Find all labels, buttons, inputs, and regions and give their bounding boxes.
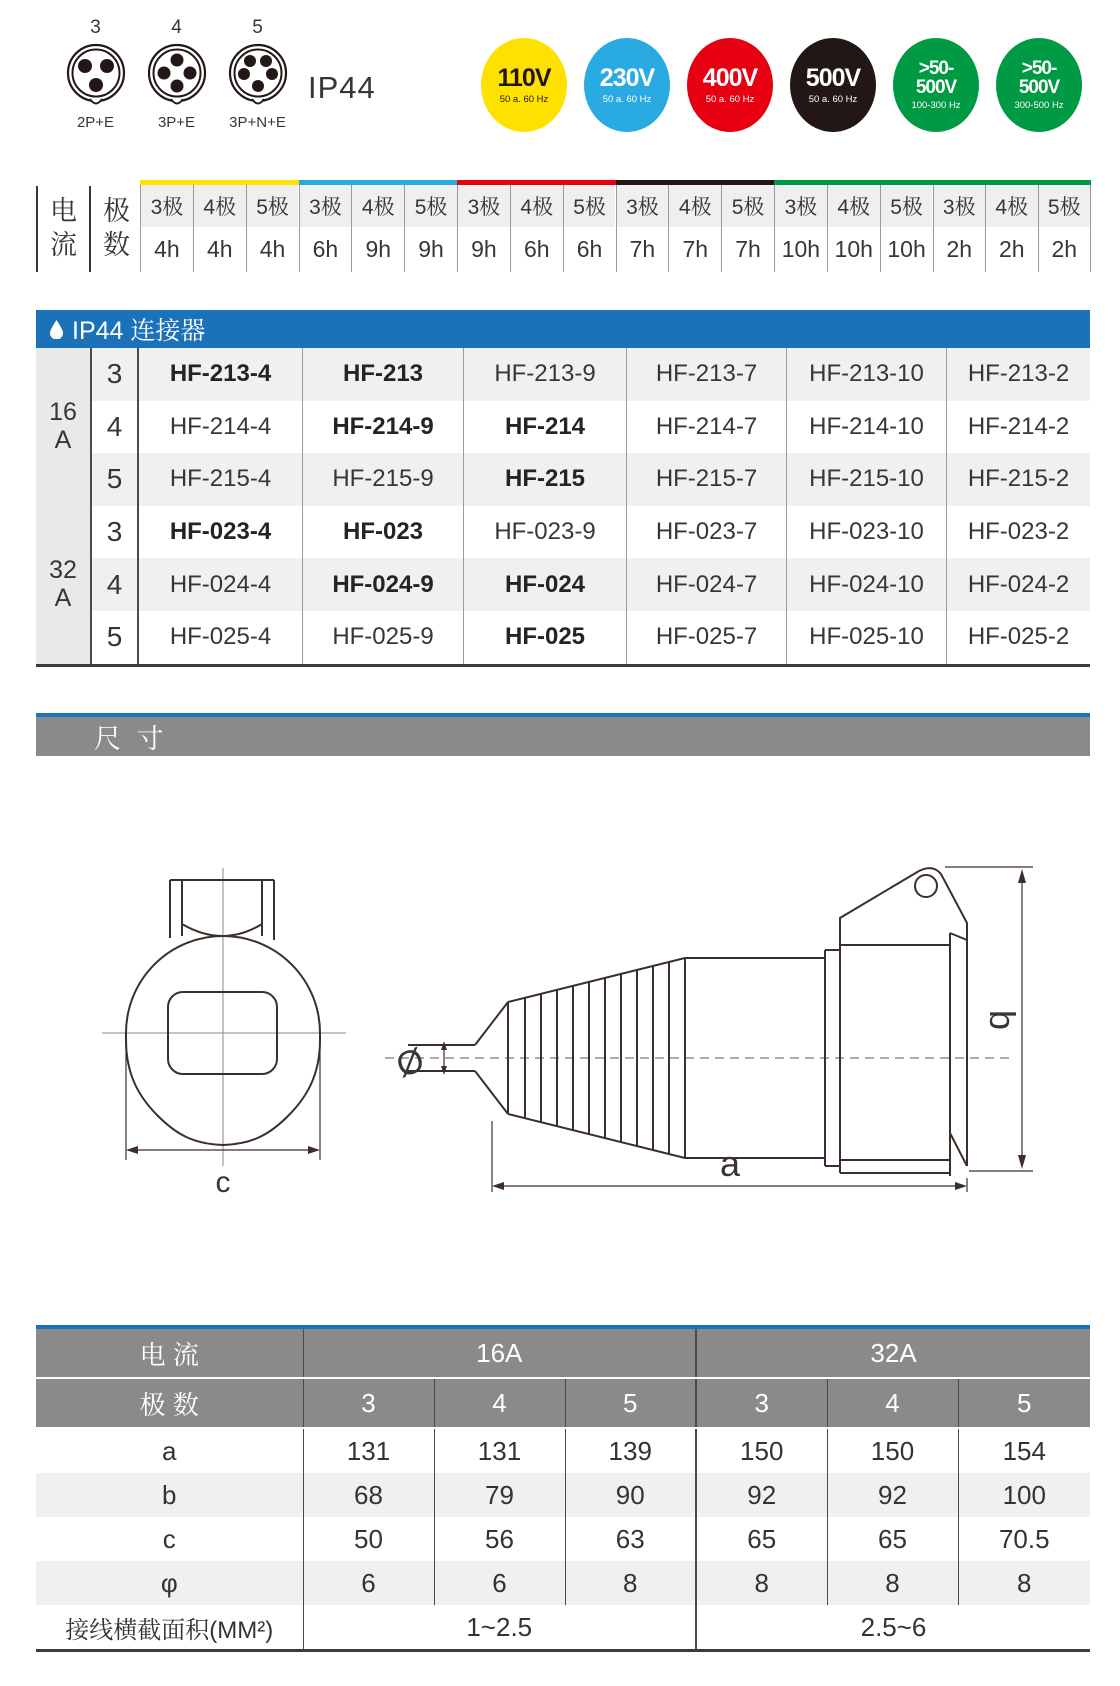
model-cell: HF-215-4 <box>139 453 302 506</box>
model-cell: HF-215-9 <box>302 453 463 506</box>
connector-3pin-icon <box>64 40 128 110</box>
model-cell: HF-023-2 <box>946 506 1090 559</box>
spec-row-label: 接线横截面积(MM²) <box>65 1616 274 1644</box>
pin-count-label: 4 <box>171 17 182 38</box>
voltage-freq: 300-500 Hz <box>1014 100 1064 112</box>
voltage-value: >50- 500V <box>915 57 957 98</box>
connector-diagrams <box>55 16 298 131</box>
spec-row-label: c <box>162 1523 176 1554</box>
hour-col: 5极 10h <box>880 185 933 272</box>
side-view-drawing <box>370 788 1060 1202</box>
hour-col: 5极 4h <box>246 185 299 272</box>
voltage-badge-50-500v-a <box>893 38 979 132</box>
spec-row-c <box>36 1517 1090 1561</box>
poles-row-label: 极数 <box>103 196 130 260</box>
spec-value: 50 <box>303 1517 434 1561</box>
model-cell: HF-023-10 <box>786 506 946 559</box>
dimension-spec-table <box>36 1325 1090 1652</box>
hour-col: 3极 10h <box>774 185 827 272</box>
hour-col: 4极 4h <box>193 185 246 272</box>
hour-col: 3极 7h <box>616 185 669 272</box>
amp-group-16a: 16 A <box>36 348 90 506</box>
voltage-freq: 100-300 Hz <box>911 100 961 112</box>
voltage-freq: 50 a. 60 Hz <box>705 93 755 105</box>
spec-header-poles <box>36 1378 1090 1428</box>
spec-value: 63 <box>565 1517 696 1561</box>
model-cell: HF-214-10 <box>786 401 946 454</box>
spec-value: 8 <box>696 1561 827 1605</box>
spec-value: 131 <box>303 1428 434 1473</box>
hour-col: 3极 6h <box>299 185 352 272</box>
dimension-label-diameter: Ø <box>391 1040 429 1086</box>
model-cell: HF-025-7 <box>626 611 786 664</box>
spec-value: 6 <box>434 1561 565 1605</box>
hour-col: 5极 7h <box>721 185 774 272</box>
spec-pole-label: 极 数 <box>36 1378 303 1428</box>
dimension-label-c: c <box>215 1166 231 1199</box>
voltage-badges <box>481 38 1082 132</box>
spec-value: 154 <box>958 1428 1090 1473</box>
connector-3pin <box>55 16 136 131</box>
spec-current-32a: 32A <box>696 1327 1090 1378</box>
spec-value: 79 <box>434 1473 565 1517</box>
model-cell: HF-025-9 <box>302 611 463 664</box>
spec-pole: 3 <box>303 1378 434 1428</box>
voltage-freq: 50 a. 60 Hz <box>808 93 858 105</box>
model-cell: HF-025-10 <box>786 611 946 664</box>
hour-col: 5极 2h <box>1038 185 1092 272</box>
voltage-badge-50-500v-b <box>996 38 1082 132</box>
spec-header-current <box>36 1327 1090 1378</box>
model-cell: HF-024-10 <box>786 558 946 611</box>
spec-value: 6 <box>303 1561 434 1605</box>
ip-rating-label: IP44 <box>308 70 376 105</box>
pole-cell: 4 <box>90 558 139 611</box>
hour-col: 4极 6h <box>510 185 563 272</box>
hour-col: 4极 2h <box>985 185 1038 272</box>
spec-row-label: φ <box>36 1561 303 1605</box>
hour-col: 4极 10h <box>827 185 880 272</box>
voltage-value: 110V <box>497 63 551 92</box>
model-cell: HF-025-4 <box>169 623 272 651</box>
spec-pole: 5 <box>565 1378 696 1428</box>
hour-col: 4极 7h <box>668 185 721 272</box>
hour-group-230v <box>299 180 458 272</box>
spec-value: 2.5~6 <box>696 1605 1090 1651</box>
hour-group-500v <box>616 180 775 272</box>
model-cell: HF-023-7 <box>626 506 786 559</box>
model-cell: HF-214-2 <box>946 401 1090 454</box>
model-cell: HF-214-7 <box>626 401 786 454</box>
model-cell: HF-024-4 <box>139 558 302 611</box>
spec-pole: 4 <box>827 1378 958 1428</box>
spec-value: 150 <box>696 1428 827 1473</box>
pole-cell: 4 <box>90 401 139 454</box>
voltage-badge-500v <box>790 38 876 132</box>
model-cell: HF-025 <box>463 611 626 664</box>
section-header-dimensions <box>36 713 1090 756</box>
model-cell: HF-023 <box>302 506 463 559</box>
spec-value: 1~2.5 <box>303 1605 696 1651</box>
spec-pole: 4 <box>434 1378 565 1428</box>
spec-row-b <box>36 1473 1090 1517</box>
voltage-badge-230v <box>584 38 670 132</box>
hour-table-row-labels <box>36 186 142 272</box>
front-view-drawing <box>60 788 390 1202</box>
droplet-icon <box>50 320 63 339</box>
connector-5pin-icon <box>226 40 290 110</box>
voltage-badge-400v <box>687 38 773 132</box>
spec-value: 65 <box>827 1517 958 1561</box>
connector-5pin <box>217 16 298 131</box>
hour-col: 4极 9h <box>351 185 404 272</box>
wiring-label: 3P+N+E <box>229 114 286 131</box>
model-cell: HF-213-4 <box>139 348 302 401</box>
pole-cell: 3 <box>90 348 139 401</box>
hour-col: 3极 4h <box>140 185 193 272</box>
spec-current-16a: 16A <box>303 1327 696 1378</box>
model-cell: HF-213 <box>302 348 463 401</box>
voltage-freq: 50 a. 60 Hz <box>499 93 549 105</box>
spec-value: 70.5 <box>958 1517 1090 1561</box>
voltage-badge-110v <box>481 38 567 132</box>
spec-value: 100 <box>958 1473 1090 1517</box>
spec-value: 8 <box>565 1561 696 1605</box>
spec-value: 92 <box>827 1473 958 1517</box>
spec-row-label: a <box>162 1435 177 1466</box>
hour-group-400v <box>457 180 616 272</box>
model-table <box>36 348 1090 667</box>
spec-value: 56 <box>434 1517 565 1561</box>
spec-current-label: 电 流 <box>36 1327 303 1378</box>
wiring-label: 2P+E <box>76 114 115 131</box>
hour-col: 5极 6h <box>563 185 616 272</box>
model-cell: HF-215 <box>463 453 626 506</box>
model-cell: HF-213-9 <box>463 348 626 401</box>
model-cell: HF-024-9 <box>302 558 463 611</box>
voltage-value: 400V <box>702 63 758 92</box>
spec-row-phi <box>36 1561 1090 1605</box>
model-cell: HF-213-10 <box>786 348 946 401</box>
spec-value: 92 <box>696 1473 827 1517</box>
spec-value: 131 <box>434 1428 565 1473</box>
spec-value: 8 <box>958 1561 1090 1605</box>
spec-value: 68 <box>303 1473 434 1517</box>
model-table-section <box>36 310 1090 667</box>
hour-table <box>140 180 1091 272</box>
model-cell: HF-214 <box>463 401 626 454</box>
model-cell: HF-215-7 <box>626 453 786 506</box>
spec-value: 8 <box>827 1561 958 1605</box>
dimension-label-a: a <box>719 1143 741 1184</box>
model-cell: HF-023-4 <box>169 518 272 546</box>
spec-value: 65 <box>696 1517 827 1561</box>
pole-cell: 5 <box>90 453 139 506</box>
voltage-value: 500V <box>805 63 861 92</box>
model-cell: HF-214-4 <box>169 412 272 440</box>
model-cell: HF-215-2 <box>946 453 1090 506</box>
pin-count-label: 5 <box>252 17 263 38</box>
model-cell: HF-024 <box>463 558 626 611</box>
section-header-connectors <box>36 310 1090 348</box>
hour-col: 3极 9h <box>457 185 510 272</box>
spec-pole: 3 <box>696 1378 827 1428</box>
spec-value: 139 <box>565 1428 696 1473</box>
voltage-freq: 50 a. 60 Hz <box>602 93 652 105</box>
hour-col: 5极 9h <box>404 185 457 272</box>
spec-pole: 5 <box>958 1378 1090 1428</box>
hour-col: 3极 2h <box>933 185 986 272</box>
spec-row-a <box>36 1428 1090 1473</box>
current-row-label: 电流 <box>36 186 91 272</box>
model-cell: HF-213-2 <box>946 348 1090 401</box>
voltage-value: >50- 500V <box>1018 57 1060 98</box>
pole-cell: 5 <box>90 611 139 664</box>
dimension-label-b: b <box>982 1009 1023 1031</box>
model-cell: HF-023-9 <box>463 506 626 559</box>
section-title: IP44 连接器 <box>72 317 206 345</box>
model-cell: HF-214-9 <box>302 401 463 454</box>
model-cell: HF-213-7 <box>626 348 786 401</box>
hour-group-110v <box>140 180 299 272</box>
spec-row-label: b <box>36 1473 303 1517</box>
model-cell: HF-024-2 <box>946 558 1090 611</box>
wiring-label: 3P+E <box>157 114 196 131</box>
model-cell: HF-025-2 <box>946 611 1090 664</box>
hour-group-green-a <box>774 180 933 272</box>
pin-count-label: 3 <box>90 17 101 38</box>
pole-cell: 3 <box>90 506 139 559</box>
hour-group-green-b <box>933 180 1092 272</box>
voltage-value: 230V <box>599 63 655 92</box>
connector-4pin-icon <box>145 40 209 110</box>
dimensions-title: 尺 寸 <box>94 724 168 754</box>
model-cell: HF-024-7 <box>626 558 786 611</box>
spec-value: 150 <box>827 1428 958 1473</box>
spec-value: 90 <box>565 1473 696 1517</box>
connector-4pin <box>136 16 217 131</box>
model-cell: HF-215-10 <box>786 453 946 506</box>
spec-row-cross-section <box>36 1605 1090 1651</box>
amp-group-32a: 32 A <box>36 506 90 664</box>
